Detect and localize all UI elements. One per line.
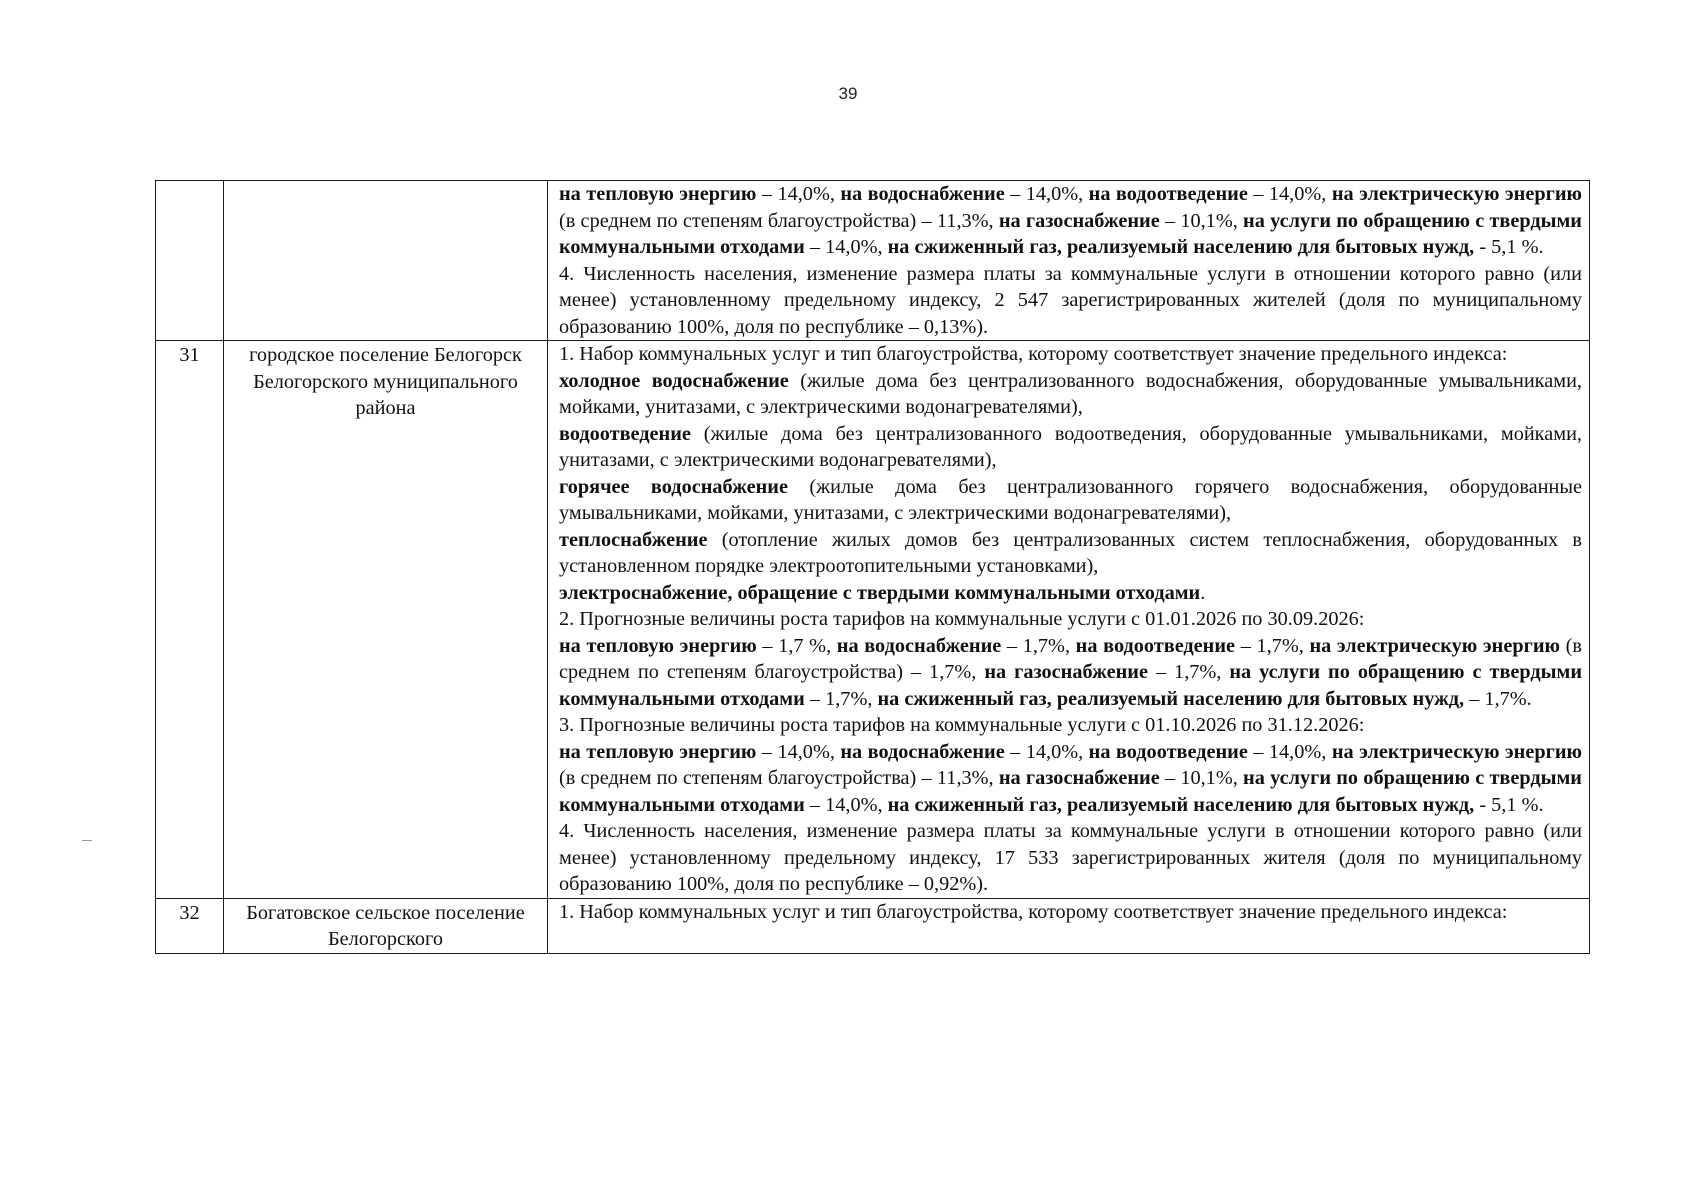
text-run: (жилые дома без централизованного водоотведения, оборудованные умывальниками, мойками, унитазами, с электрическими водонагревателями), <box>559 422 1582 471</box>
text-run: – 1,7 %, <box>756 634 837 657</box>
bold-text-run: на газоснабжение <box>984 661 1148 683</box>
bold-text-run: на сжиженный газ, реализуемый населению для бытовых нужд, <box>877 687 1465 710</box>
text-run: – 10,1%, <box>1159 767 1244 789</box>
bold-text-run: на водоснабжение <box>836 634 1002 657</box>
text-run: (в среднем по степеням благоустройства) – 11,3%, <box>559 767 999 789</box>
bold-text-run: на электрическую энергию <box>1309 634 1561 657</box>
row-number-cell <box>156 181 224 341</box>
text-run: – 14,0%, <box>756 740 841 763</box>
text-run: – 10,1%, <box>1159 209 1244 232</box>
scan-edge-mark <box>82 840 92 841</box>
text-run: – 1,7%, <box>804 687 878 710</box>
table-row <box>156 181 1590 341</box>
bold-text-run: холодное водоснабжение <box>559 369 789 392</box>
description-paragraph <box>559 421 1582 474</box>
text-run: 1. Набор коммунальных услуг и тип благоустройства, которому соответствует значение предельного индекса: <box>559 900 1508 923</box>
text-run: 3. Прогнозные величины роста тарифов на коммунальные услуги с 01.10.2026 по 31.12.2026: <box>559 714 1365 736</box>
municipality-name-cell <box>224 181 548 341</box>
text-run: (жилые дома без централизованного горячего водоснабжения, оборудованные умывальниками, мойками, унитазами, с электрическими водонагревателями), <box>559 475 1582 524</box>
text-run: - 5,1 %. <box>1474 236 1544 258</box>
bold-text-run: на сжиженный газ, реализуемый населению для бытовых нужд, <box>887 793 1475 816</box>
text-run: - 5,1 %. <box>1474 793 1544 816</box>
description-paragraph <box>559 899 1582 926</box>
bold-text-run: на водоотведение <box>1075 634 1236 657</box>
description-cell <box>548 181 1590 341</box>
municipality-name-cell: городское поселение Белогорск Белогорского муниципального района <box>224 341 548 899</box>
row-number-cell: 32 <box>156 898 224 953</box>
text-run: – 14,0%, <box>804 793 888 816</box>
bold-text-run: на водоснабжение <box>840 740 1005 763</box>
description-paragraph <box>559 739 1582 819</box>
description-paragraph <box>559 368 1582 421</box>
bold-text-run: на услуги по обращению с твердыми коммунальными отходами <box>559 661 1583 710</box>
bold-text-run: на электрическую энергию <box>1331 740 1583 763</box>
bold-text-run: на сжиженный газ, реализуемый населению для бытовых нужд, <box>887 236 1475 258</box>
description-paragraph <box>559 181 1582 261</box>
description-cell <box>548 898 1590 953</box>
text-run: (отопление жилых домов без централизованных систем теплоснабжения, оборудованных в установленном порядке электроотопительными установками), <box>559 528 1582 577</box>
description-paragraph <box>559 527 1582 580</box>
description-paragraph <box>559 633 1582 713</box>
bold-text-run: на газоснабжение <box>998 767 1160 789</box>
bold-text-run: на тепловую энергию <box>559 183 757 205</box>
page-number: 39 <box>838 84 858 103</box>
bold-text-run: на тепловую энергию <box>559 634 757 657</box>
description-paragraph <box>559 261 1582 341</box>
text-run: – 14,0%, <box>1247 183 1332 205</box>
text-run: (в среднем по степеням благоустройства) – 1,7%, <box>559 634 1582 683</box>
text-run: – 14,0%, <box>1004 183 1089 205</box>
text-run: 1. Набор коммунальных услуг и тип благоустройства, которому соответствует значение предельного индекса: <box>559 343 1508 365</box>
text-run: – 1,7%, <box>1001 634 1076 657</box>
text-run: – 14,0%, <box>1247 740 1332 763</box>
tariff-index-table <box>155 180 1590 954</box>
description-paragraph <box>559 818 1582 898</box>
bold-text-run: на газоснабжение <box>998 209 1160 232</box>
description-paragraph <box>559 606 1582 633</box>
table-row <box>156 898 1590 953</box>
text-run: 4. Численность населения, изменение размера платы за коммунальные услуги в отношении которого равно (или менее) установленному предельному индексу, 17 533 зарегистрированных жителя (доля по муниципальному образованию 100%, доля по республике – 0,92%). <box>559 820 1582 895</box>
text-run: (в среднем по степеням благоустройства) – 11,3%, <box>559 209 999 232</box>
bold-text-run: на водоотведение <box>1088 183 1248 205</box>
description-paragraph <box>559 712 1582 739</box>
text-run: (жилые дома без централизованного водоснабжения, оборудованные умывальниками, мойками, унитазами, с электрическими водонагревателями), <box>559 369 1582 418</box>
text-run: – 14,0%, <box>804 236 888 258</box>
bold-text-run: теплоснабжение <box>559 528 708 551</box>
bold-text-run: горячее водоснабжение <box>559 475 788 498</box>
description-content <box>559 899 1582 952</box>
text-run: 4. Численность населения, изменение размера платы за коммунальные услуги в отношении которого равно (или менее) установленному предельному индексу, 2 547 зарегистрированных жителей (доля по муниципальному образованию 100%, доля по республике – 0,13%). <box>559 262 1582 338</box>
bold-text-run: на услуги по обращению с твердыми коммунальными отходами <box>559 209 1582 258</box>
bold-text-run: электроснабжение, обращение с твердыми коммунальными отходами <box>559 581 1201 604</box>
text-run: – 1,7%. <box>1464 687 1532 710</box>
row-number-cell: 31 <box>156 341 224 899</box>
bold-text-run: на электрическую энергию <box>1331 183 1583 205</box>
bold-text-run: водоотведение <box>559 422 691 445</box>
text-run: – 14,0%, <box>756 183 841 205</box>
bold-text-run: на услуги по обращению с твердыми коммунальными отходами <box>559 767 1582 816</box>
bold-text-run: на водоснабжение <box>840 183 1005 205</box>
text-run: – 1,7%, <box>1147 661 1230 683</box>
description-paragraph <box>559 341 1582 368</box>
bold-text-run: на водоотведение <box>1088 740 1248 763</box>
description-paragraph <box>559 474 1582 527</box>
text-run: 2. Прогнозные величины роста тарифов на коммунальные услуги с 01.01.2026 по 30.09.2026: <box>559 608 1365 630</box>
text-run: – 14,0%, <box>1004 740 1089 763</box>
text-run: – 1,7%, <box>1235 634 1310 657</box>
bold-text-run: на тепловую энергию <box>559 740 757 763</box>
table-row <box>156 341 1590 899</box>
text-run: . <box>1200 581 1206 604</box>
municipality-name-cell: Богатовское сельское поселение Белогорского <box>224 898 548 953</box>
description-paragraph <box>559 580 1582 607</box>
description-cell <box>548 341 1590 899</box>
